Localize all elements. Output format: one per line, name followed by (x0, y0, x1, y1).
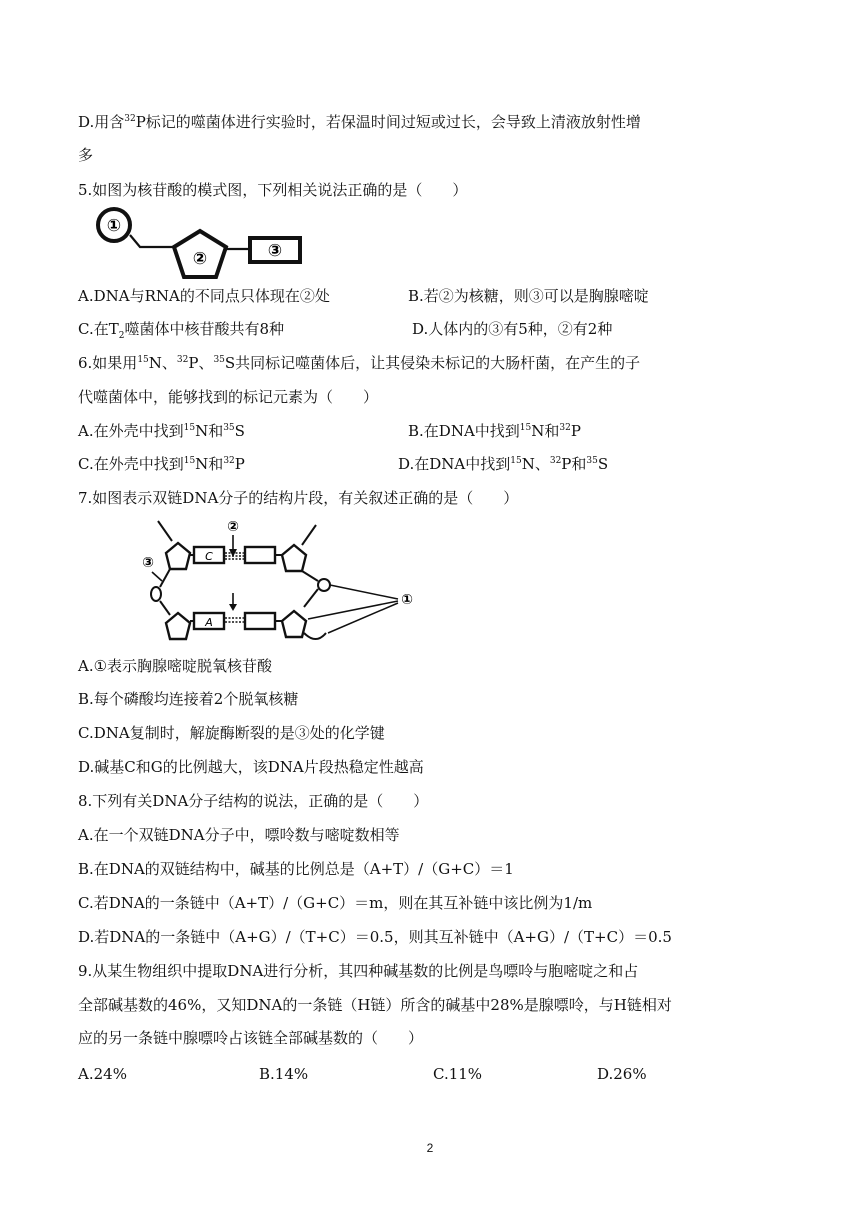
q6-option-a-text: S (234, 422, 245, 440)
q6-stem-cont: 代噬菌体中，能够找到的标记元素为（ ） (78, 388, 379, 406)
q9-stem-cont: 应的另一条链中腺嘌呤占该链全部碱基数的（ ） (78, 1029, 424, 1047)
superscript: 15 (137, 355, 149, 365)
superscript: 32 (559, 423, 571, 433)
q4-option-d-text: P标记的噬菌体进行实验时，若保温时间过短或过长，会导致上清液放射性增 (135, 113, 641, 131)
q6-option-d-text: S (597, 455, 609, 473)
q4-option-d-text: D.用含 (78, 113, 125, 131)
superscript: 32 (176, 355, 189, 365)
q5-option-c-text: 噬菌体中核苷酸共有8种 (124, 320, 284, 338)
q6-option-a (78, 421, 245, 441)
deoxyribose-pentagon (166, 613, 190, 639)
nucleotide-diagram (92, 205, 322, 287)
q6-option-a-text: N和 (195, 422, 224, 440)
label-2: ② (227, 519, 239, 535)
q9-stem-cont: 全部碱基数的46%，又知DNA的一条链（H链）所含的碱基中28%是腺嘌呤，与H链相对 (78, 996, 672, 1014)
q9-stem: 9.从某生物组织中提取DNA进行分析，其四种碱基数的比例是鸟嘌呤与胞嘧啶之和占 (78, 962, 639, 980)
superscript: 35 (223, 423, 235, 433)
q6-stem-text: N、 (148, 354, 177, 372)
q6-option-b-text: B.在DNA中找到 (408, 422, 520, 440)
q8-option-d: D.若DNA的一条链中（A+G）/（T+C）＝0.5，则其互补链中（A+G）/（T+C）＝0.5 (78, 928, 672, 946)
q5-stem: 5.如图为核苷酸的模式图，下列相关说法正确的是（ ） (78, 181, 468, 199)
superscript: 15 (510, 456, 522, 466)
q6-option-d-text: N、 (521, 455, 550, 473)
superscript: 32 (223, 456, 235, 466)
label-2: ② (192, 249, 208, 269)
page-number: 2 (426, 1141, 434, 1155)
q8-option-b: B.在DNA的双链结构中，碱基的比例总是（A+T）/（G+C）＝1 (78, 860, 514, 878)
superscript: 32 (124, 114, 136, 124)
q6-option-c (78, 454, 245, 474)
q7-option-d: D.碱基C和G的比例越大，该DNA片段热稳定性越高 (78, 758, 424, 776)
subscript: 2 (118, 331, 125, 341)
superscript: 15 (183, 456, 196, 466)
base-t (245, 613, 275, 629)
label-3: ③ (267, 241, 283, 261)
q6-stem-text: 6.如果用 (78, 354, 138, 372)
q6-option-c-text: P (234, 455, 245, 473)
q6-option-c-text: N和 (195, 455, 224, 473)
base-a-label: A (205, 616, 213, 629)
q7-option-b: B.每个磷酸均连接着2个脱氧核糖 (78, 690, 299, 708)
q7-option-c: C.DNA复制时，解旋酶断裂的是③处的化学键 (78, 724, 385, 742)
superscript: 35 (586, 456, 598, 466)
q9-option-b: B.14% (259, 1065, 309, 1083)
superscript: 15 (183, 423, 196, 433)
q8-stem: 8.下列有关DNA分子结构的说法，正确的是（ ） (78, 792, 429, 810)
q6-stem-text: S共同标记噬菌体后，让其侵染未标记的大肠杆菌，在产生的子 (224, 354, 641, 372)
superscript: 35 (213, 355, 225, 365)
q9-option-d: D.26% (597, 1065, 647, 1083)
q6-option-a-text: A.在外壳中找到 (78, 422, 184, 440)
q6-option-d (398, 454, 608, 474)
q6-stem-text: P、 (188, 354, 214, 372)
q5-option-d: D.人体内的③有5种，②有2种 (412, 320, 613, 338)
q7-option-a: A.①表示胸腺嘧啶脱氧核苷酸 (78, 657, 273, 675)
base-g (245, 547, 275, 563)
base-c-label: C (205, 550, 213, 563)
deoxyribose-pentagon (282, 545, 306, 571)
q4-option-d (78, 112, 641, 132)
q6-stem (78, 353, 640, 373)
deoxyribose-pentagon (166, 543, 190, 569)
dna-double-strand-diagram (132, 515, 437, 645)
q4-option-d-cont: 多 (78, 146, 94, 164)
superscript: 15 (519, 423, 532, 433)
q6-option-d-text: P和 (561, 455, 587, 473)
deoxyribose-pentagon (282, 611, 306, 637)
q6-option-b-text: N和 (531, 422, 560, 440)
q6-option-b (408, 421, 581, 441)
phosphate-circle (318, 579, 330, 591)
q8-option-c: C.若DNA的一条链中（A+T）/（G+C）＝m，则在其互补链中该比例为1/m (78, 894, 593, 912)
q5-option-c-text: C.在T (78, 320, 119, 338)
q5-option-a: A.DNA与RNA的不同点只体现在②处 (78, 287, 330, 305)
superscript: 32 (549, 456, 562, 466)
q6-option-c-text: C.在外壳中找到 (78, 455, 184, 473)
q9-option-a: A.24% (78, 1065, 127, 1083)
q9-option-c: C.11% (433, 1065, 483, 1083)
q6-option-b-text: P (570, 422, 581, 440)
q6-option-d-text: D.在DNA中找到 (398, 455, 511, 473)
q8-option-a: A.在一个双链DNA分子中，嘌呤数与嘧啶数相等 (78, 826, 400, 844)
label-1: ① (401, 592, 413, 608)
label-1: ① (106, 216, 122, 236)
q7-stem: 7.如图表示双链DNA分子的结构片段，有关叙述正确的是（ ） (78, 489, 519, 507)
q5-option-b: B.若②为核糖，则③可以是胸腺嘧啶 (408, 287, 649, 305)
q5-option-c (78, 319, 284, 339)
label-3: ③ (142, 555, 154, 571)
phosphate-circle (151, 587, 161, 601)
